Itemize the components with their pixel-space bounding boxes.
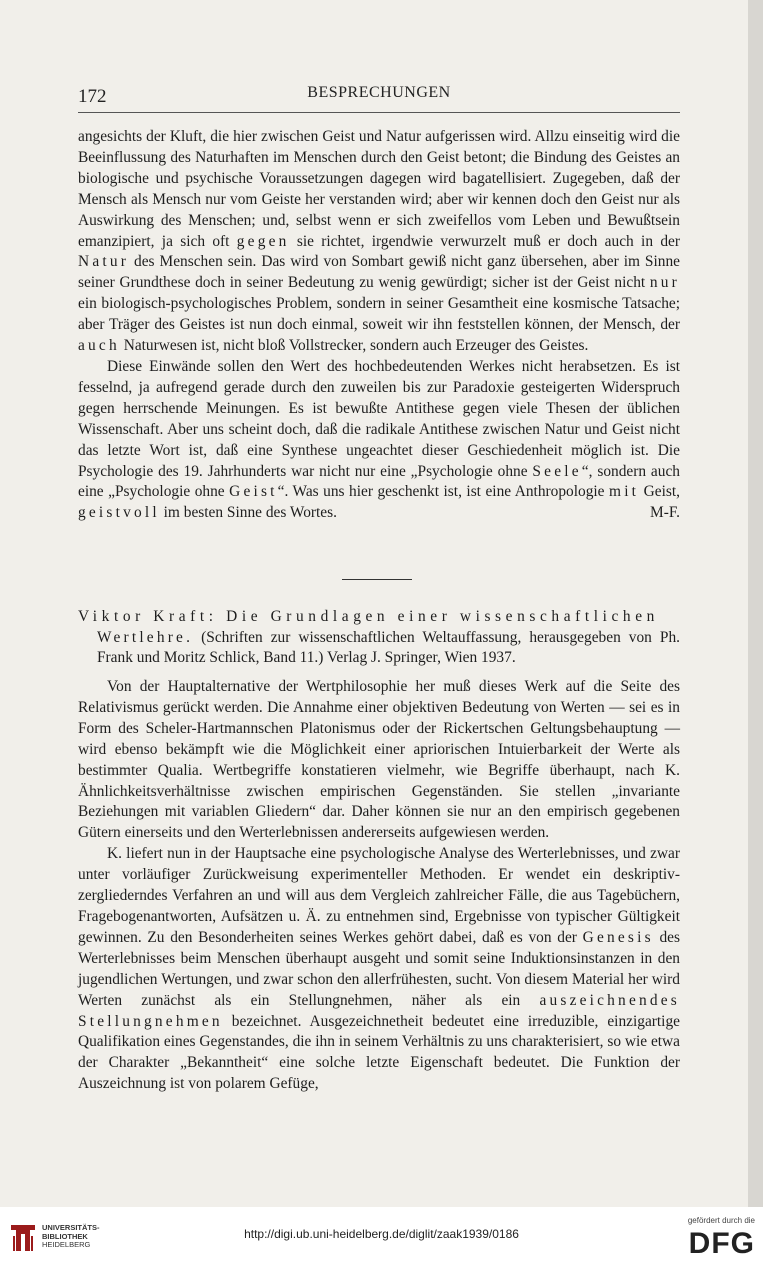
- emphasis: Seele: [532, 462, 582, 480]
- page-edge: [748, 0, 763, 1207]
- review-kraft-body: [78, 677, 680, 1095]
- review-heading: [78, 607, 680, 669]
- review-sombart-continuation: [78, 127, 680, 524]
- page-header: [78, 84, 680, 113]
- emphasis: nur: [649, 274, 680, 292]
- emphasis: Wertlehre.: [97, 628, 194, 646]
- book-bibliographic-details: Wertlehre. (Schriften zur wissenschaftlichen Weltauffassung, herausgegeben von Ph. Frank und Moritz Schlick, Band 11.) Verlag J. Springer, Wien 1937.: [97, 628, 680, 666]
- emphasis: auch: [78, 337, 120, 355]
- funding-note: [688, 1216, 755, 1259]
- digitization-footer: [0, 1207, 763, 1267]
- emphasis: Natur: [78, 253, 130, 271]
- emphasis: gegen: [236, 232, 290, 250]
- dfg-logo: DFG: [688, 1227, 755, 1260]
- library-name: UNIVERSITÄTS- BIBLIOTHEK HEIDELBERG: [42, 1223, 100, 1250]
- emphasis: auszeichnendes Stellungnehmen: [78, 991, 680, 1030]
- paragraph: angesichts der Kluft, die hier zwischen Geist und Natur aufgerissen wird. Allzu einseitig wird die Beeinflussung des Naturhaften im Menschen durch den Geist betont; die Bindung des Geistes an biologische und psychische Voraussetzungen dagegen wird bagatellisiert. Zugegeben, daß der Mensch als Mensch nur vom Geiste her verstanden wird; aber wir kennen doch den Geist nur als Auswirkung des Menschen; und, selbst wenn er sich zweifellos vom Leben und Bewußtsein emanzipiert, ja sich oft gegen sie richtet, irgendwie verwurzelt muß er doch auch in der Natur des Menschen sein. Das wird von Sombart gewiß nicht ganz übersehen, aber im Sinne seiner Grundthese doch in seiner Bedeutung zu wenig gewürdigt; sicher ist der Geist nicht nur ein biologisch-psychologisches Problem, sondern in seiner Gesamtheit eine kosmische Tatsache; aber Träger des Geistes ist nun doch einmal, soweit wir ihn feststellen können, der Mensch, der auch Naturwesen ist, nicht bloß Vollstrecker, sondern auch Erzeuger des Geistes.: [78, 128, 680, 355]
- paragraph: Von der Hauptalternative der Wertphilosophie her muß dieses Werk auf die Seite des Relativismus gerückt werden. Die Annahme einer objektiven Bedeutung von Werten — sei es in Form des Scheler-Hartmannschen Platonismus oder der Rickertschen Geltungsbehauptung — wird ebenso bekämpft wie die Möglichkeit einer apriorischen Intuierbarkeit der Werte als bestimmter Qualia. Wertbegriffe konstatieren vielmehr, wie Begriffe überhaupt, nach K. Ähnlichkeitsverhältnisse zwischen empirischen Gegenständen. Sie stellen „invariante Beziehungen mit variablen Gliedern“ dar. Daher können sie nur an den empirisch gegebenen Gütern einerseits und den Werterlebnissen andererseits aufgewiesen werden.: [78, 678, 680, 842]
- paragraph: Diese Einwände sollen den Wert des hochbedeutenden Werkes nicht herabsetzen. Es ist fesselnd, ja aufregend gerade durch den zuweilen bis zur Paradoxie gesteigerten Widerspruch gegen herrschende Meinungen. Es ist bewußte Antithese gegen viele Thesen der üblichen Wissenschaft. Aber uns scheint doch, daß die radikale Antithese zwischen Natur und Geist nicht das letzte Wort ist, daß eine Synthese ungeachtet dieser Geschiedenheit möglich ist. Die Psychologie des 19. Jahrhunderts war nicht nur eine „Psychologie ohne Seele“, sondern auch eine „Psychologie ohne Geist“. Was uns hier geschenkt ist, ist eine Anthropologie mit Geist, geistvoll im besten Sinne des Wortes. M-F.: [78, 357, 680, 524]
- book-author-title: Viktor Kraft: Die Grundlagen einer wissenschaftlichen: [78, 608, 659, 625]
- emphasis: geistvoll: [78, 504, 160, 522]
- emphasis: Genesis: [582, 928, 654, 946]
- reviewer-signature: M-F.: [650, 504, 680, 522]
- page-number: 172: [78, 86, 107, 107]
- funding-label: gefördert durch die: [687, 1216, 755, 1225]
- permalink[interactable]: http://digi.ub.uni-heidelberg.de/diglit/zaak1939/0186: [244, 1227, 519, 1241]
- emphasis: mit: [609, 483, 640, 501]
- paragraph: K. liefert nun in der Hauptsache eine psychologische Analyse des Werterlebnisses, und zwar unter vorläufiger Zurückweisung experimenteller Methoden. Er wendet ein deskriptiv-zergliederndes Verfahren an und will aus dem Vergleich zahlreicher Fälle, die aus Tagebüchern, Fragebogenantworten, Aufsätzen u. Ä. zu entnehmen sind, Ergebnisse von typischer Gültigkeit gewinnen. Zu den Besonderheiten seines Werkes gehört dabei, daß es von der Genesis des Werterlebnisses beim Menschen überhaupt ausgeht und somit seine Induktionsinstanzen in den jugendlichen Wertungen, und zwar schon den allerfrühesten, sucht. Von diesem Material her wird Werten zunächst als ein Stellungnehmen, näher als ein auszeichnendes Stellungnehmen bezeichnet. Ausgezeichnetheit bedeutet eine irreduzible, einzigartige Qualifikation eines Gegenstandes, die ihn in seinem Verhältnis zu uns charakterisiert, so wie etwa der Charakter „Bekanntheit“ eine solche letzte Eigenschaft bedeutet. Die Funktion der Auszeichnung ist von polarem Gefüge,: [78, 845, 680, 1093]
- emphasis: Geist: [229, 483, 278, 501]
- running-title: BESPRECHUNGEN: [307, 84, 451, 101]
- section-divider: [342, 579, 412, 580]
